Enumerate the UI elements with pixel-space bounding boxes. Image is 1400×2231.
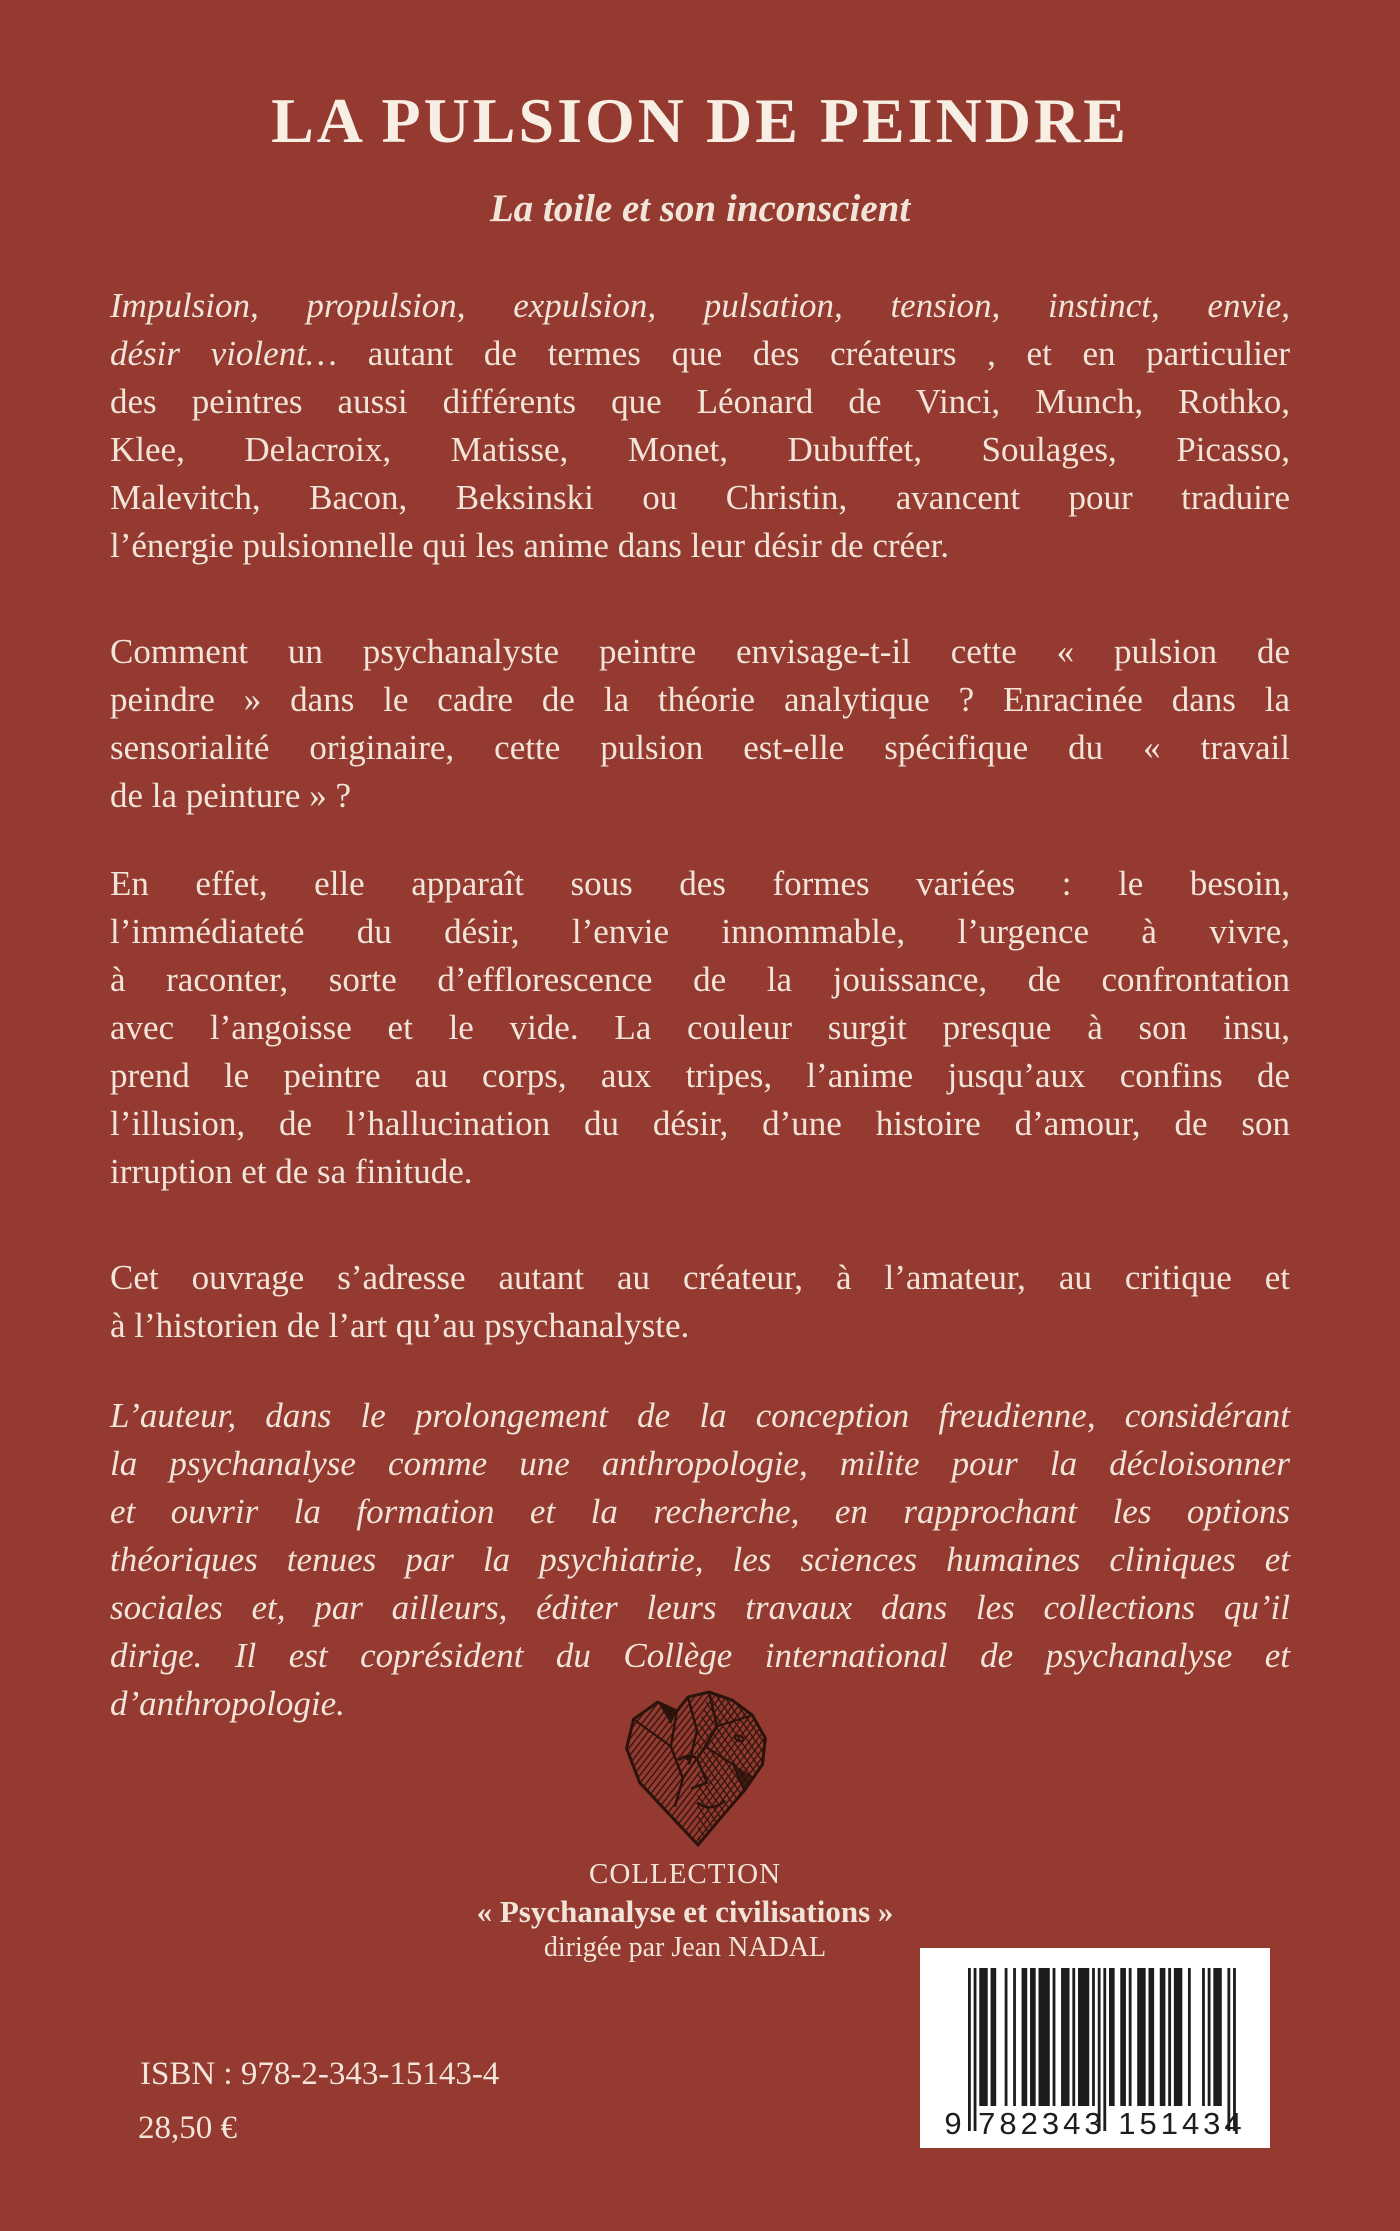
text-line: théoriques tenues par la psychiatrie, les sciences humaines cliniques et [110, 1540, 1290, 1579]
text-line: l’immédiateté du désir, l’envie innommable, l’urgence à vivre, [110, 912, 1290, 951]
text-line: l’énergie pulsionnelle qui les anime dans leur désir de créer. [110, 526, 950, 565]
text-line: Klee, Delacroix, Matisse, Monet, Dubuffet, Soulages, Picasso, [110, 430, 1290, 469]
collection-label: COLLECTION [588, 1858, 782, 1890]
book-title: LA PULSION DE PEINDRE [271, 85, 1129, 156]
text-line: Cet ouvrage s’adresse autant au créateur, à l’amateur, au critique et [110, 1258, 1290, 1297]
text-line: l’illusion, de l’hallucination du désir, d’une histoire d’amour, de son [110, 1104, 1290, 1143]
barcode [920, 1948, 1270, 2148]
text-line: Impulsion, propulsion, expulsion, pulsation, tension, instinct, envie, [110, 286, 1290, 325]
text-line: à raconter, sorte d’efflorescence de la jouissance, de confrontation [110, 960, 1290, 999]
text-line: prend le peintre au corps, aux tripes, l’anime jusqu’aux confins de [110, 1056, 1290, 1095]
text-line: à l’historien de l’art qu’au psychanalyste. [110, 1306, 690, 1345]
text-line: En effet, elle apparaît sous des formes variées : le besoin, [110, 864, 1290, 903]
text-line: Malevitch, Bacon, Beksinski ou Christin, avancent pour traduire [110, 478, 1290, 517]
text-line: et ouvrir la formation et la recherche, en rapprochant les options [110, 1492, 1290, 1531]
synopsis-paragraph-3 [110, 860, 1290, 1196]
collection-director: dirigée par Jean NADAL [543, 1932, 827, 1963]
text-line: avec l’angoisse et le vide. La couleur surgit presque à son insu, [110, 1008, 1290, 1047]
synopsis-paragraph-1 [110, 282, 1290, 570]
book-subtitle: La toile et son inconscient [489, 187, 911, 230]
text-span: autant de termes que des créateurs , et en particulier [337, 334, 1290, 373]
synopsis-paragraph-2 [110, 628, 1290, 820]
text-line: peindre » dans le cadre de la théorie analytique ? Enracinée dans la [110, 680, 1290, 719]
text-line [110, 330, 1290, 378]
text-line: sensorialité originaire, cette pulsion est-elle spécifique du « travail [110, 728, 1290, 767]
author-paragraph [110, 1392, 1290, 1728]
barcode-digits: 9 782343 151434 [944, 2106, 1246, 2141]
text-line: irruption et de sa finitude. [110, 1152, 473, 1191]
text-span-italic: désir violent… [110, 334, 338, 373]
text-line: de la peinture » ? [110, 776, 352, 815]
price-text: 28,50 € [138, 2110, 237, 2146]
heart-woodcut-logo-icon [612, 1686, 784, 1852]
collection-name: « Psychanalyse et civilisations » [476, 1894, 894, 1929]
synopsis-paragraph-4 [110, 1254, 1290, 1350]
text-line: la psychanalyse comme une anthropologie, milite pour la décloisonner [110, 1444, 1290, 1483]
text-line: L’auteur, dans le prolongement de la conception freudienne, considérant [110, 1396, 1290, 1435]
text-line: d’anthropologie. [110, 1684, 345, 1723]
text-line: des peintres aussi différents que Léonard de Vinci, Munch, Rothko, [110, 382, 1290, 421]
text-line: dirige. Il est coprésident du Collège international de psychanalyse et [110, 1636, 1290, 1675]
text-line: sociales et, par ailleurs, éditer leurs travaux dans les collections qu’il [110, 1588, 1290, 1627]
text-line: Comment un psychanalyste peintre envisage-t-il cette « pulsion de [110, 632, 1290, 671]
isbn-text: ISBN : 978-2-343-15143-4 [140, 2056, 500, 2092]
